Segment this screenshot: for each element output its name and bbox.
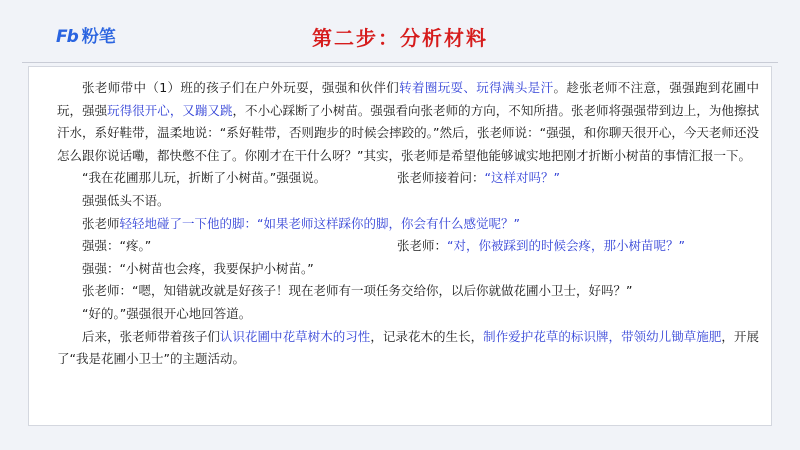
highlight: 玩得很开心，又蹦又跳 [107, 102, 233, 118]
dialogue-line-2 [57, 167, 759, 190]
page-title: 第二步：分析材料 [312, 26, 488, 50]
dialogue-line-6: 强强：“小树苗也会疼，我要保护小树苗。” [82, 260, 314, 276]
text: 张老师带中（1）班的孩子们在户外玩耍，强强和伙伴们 [82, 80, 400, 95]
speaker-text: 张老师接着问： [397, 170, 485, 186]
text: ，记录花木的生长， [370, 328, 484, 344]
logo-name: 粉笔 [81, 27, 116, 47]
teacher-question [397, 235, 685, 258]
highlight: 转着圈玩耍、玩得满头是汗 [399, 80, 554, 95]
dialogue-line-5 [57, 235, 759, 258]
dialogue-line-4 [57, 213, 759, 236]
dialogue-line-8: “好的。”强强很开心地回答道。 [82, 305, 252, 321]
text: 。趁张老师不注意，强强跑到花圃中玩，强强 [57, 80, 759, 118]
text: ，开展了“我是花圃小卫士”的主题活动。 [57, 328, 759, 367]
paragraph-9 [57, 326, 759, 371]
speaker-text: 张老师： [397, 238, 448, 254]
highlight: “这样对吗？” [484, 170, 560, 186]
header-divider [22, 62, 778, 63]
dialogue-line-7: 张老师：“嗯，知错就改就是好孩子！现在老师有一项任务交给你，以后你就做花圃小卫士，好吗？” [82, 283, 633, 299]
dialogue-line-3: 强强低头不语。 [82, 192, 170, 208]
speaker-text: 张老师 [82, 215, 120, 231]
qiangqiang-reply: 强强：“疼。” [82, 238, 152, 254]
logo-mark: Fb [56, 27, 78, 47]
highlight: “对，你被踩到的时候会疼，那小树苗呢？” [447, 238, 685, 254]
text: 后来，张老师带着孩子们 [82, 328, 220, 344]
paragraph-1 [57, 77, 759, 167]
highlight: 轻轻地碰了一下他的脚：“如果老师这样踩你的脚，你会有什么感觉呢？” [119, 215, 520, 231]
content-card [28, 66, 772, 426]
text: ，不小心踩断了小树苗。强强看向张老师的方向，不知所措。张老师将强强带到边上，为他擦拭汗水，系好鞋带，温柔地说：“系好鞋带，否则跑步的时候会摔跤的。”然后，张老师说：“强强，和你聊天很开心，今天老师还没怎么跟你说话嘞，都快憋不住了。你刚才在干什么呀？”其实，张老师是希望他能够诚实地把刚才折断小树苗的事情汇报一下。 [57, 102, 759, 163]
case-text [57, 77, 759, 371]
header [0, 0, 800, 58]
highlight: 认识花圃中花草树木的习性 [219, 328, 371, 344]
highlight: 制作爱护花草的标识牌，带领幼儿锄草施肥 [483, 328, 722, 344]
qiangqiang-reply: “我在花圃那儿玩，折断了小树苗。”强强说。 [82, 170, 327, 186]
teacher-question [397, 167, 560, 190]
